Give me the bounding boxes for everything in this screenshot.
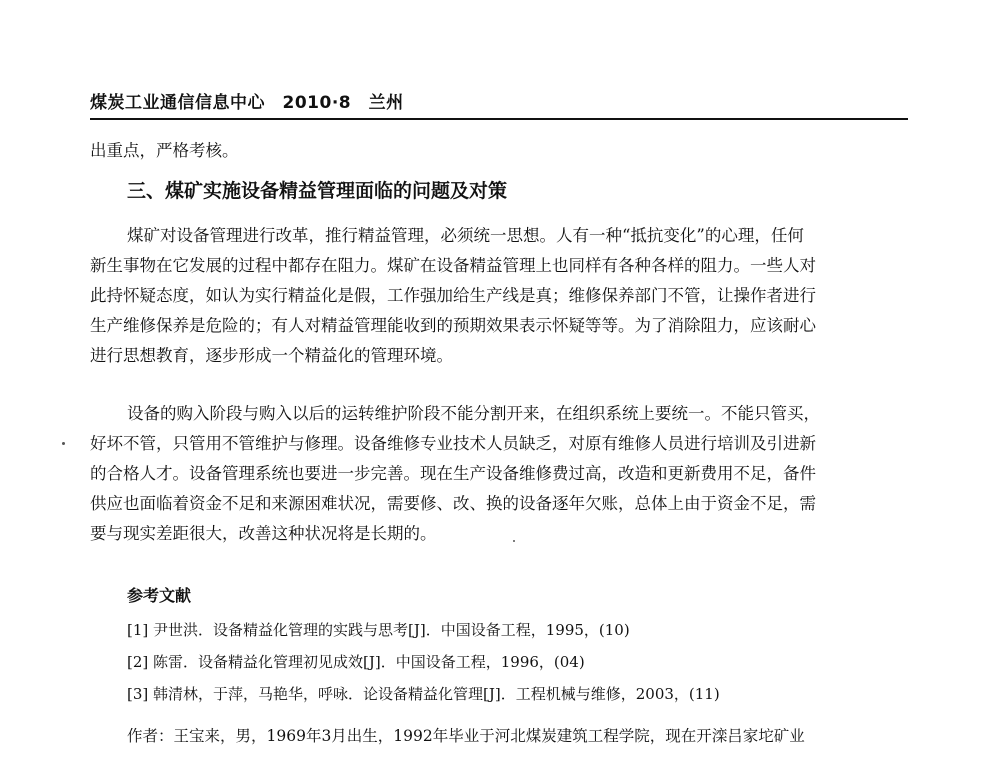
- scan-speck: [513, 540, 515, 542]
- paragraph-line: 进行思想教育，逐步形成一个精益化的管理环境。: [90, 346, 453, 365]
- paragraph-line: 煤矿对设备管理进行改革，推行精益管理，必须统一思想。人有一种“抵抗变化”的心理，任何: [127, 226, 804, 245]
- intro-text: [90, 136, 908, 166]
- paragraph-line: 要与现实差距很大，改善这种状况将是长期的。: [90, 524, 437, 543]
- scan-speck: [62, 442, 65, 445]
- reference-item: [3] 韩清林，于萍，马艳华，呼咏．论设备精益化管理[J]．工程机械与维修，2003，(11): [127, 685, 720, 703]
- paragraph-1: [90, 221, 908, 371]
- reference-item: [1] 尹世洪．设备精益化管理的实践与思考[J]．中国设备工程，1995，(10): [127, 621, 630, 639]
- paragraph-line: 设备的购入阶段与购入以后的运转维护阶段不能分割开来，在组织系统上要统一。不能只管买，: [127, 404, 820, 423]
- paragraph-line: 好坏不管，只管用不管维护与修理。设备维修专业技术人员缺乏，对原有维修人员进行培训及引进新: [90, 434, 816, 453]
- paragraph-line: 的合格人才。设备管理系统也要进一步完善。现在生产设备维修费过高，改造和更新费用不足，备件: [90, 464, 816, 483]
- paragraph-line: 生产维修保养是危险的；有人对精益管理能收到的预期效果表示怀疑等等。为了消除阻力，应该耐心: [90, 316, 816, 335]
- reference-item: [2] 陈雷．设备精益化管理初见成效[J]．中国设备工程，1996，(04): [127, 653, 585, 671]
- paragraph-line: 此持怀疑态度，如认为实行精益化是假，工作强加给生产线是真；维修保养部门不管，让操作者进行: [90, 286, 816, 305]
- intro-line: 出重点，严格考核。: [90, 141, 239, 160]
- section-heading: 三、煤矿实施设备精益管理面临的问题及对策: [127, 180, 508, 202]
- paragraph-2: [90, 399, 908, 549]
- references-title: 参考文献: [127, 586, 192, 605]
- running-header: 煤炭工业通信信息中心 2010·8 兰州: [90, 93, 404, 113]
- paragraph-line: 供应也面临着资金不足和来源困难状况，需要修、改、换的设备逐年欠账，总体上由于资金不足，需: [90, 494, 816, 513]
- author-info: 作者：王宝来，男，1969年3月出生，1992年毕业于河北煤炭建筑工程学院，现在开滦吕家坨矿业: [127, 727, 805, 745]
- paragraph-line: 新生事物在它发展的过程中都存在阻力。煤矿在设备精益管理上也同样有各种各样的阻力。一些人对: [90, 256, 816, 275]
- header-rule: [90, 118, 908, 120]
- references-list: [127, 614, 908, 710]
